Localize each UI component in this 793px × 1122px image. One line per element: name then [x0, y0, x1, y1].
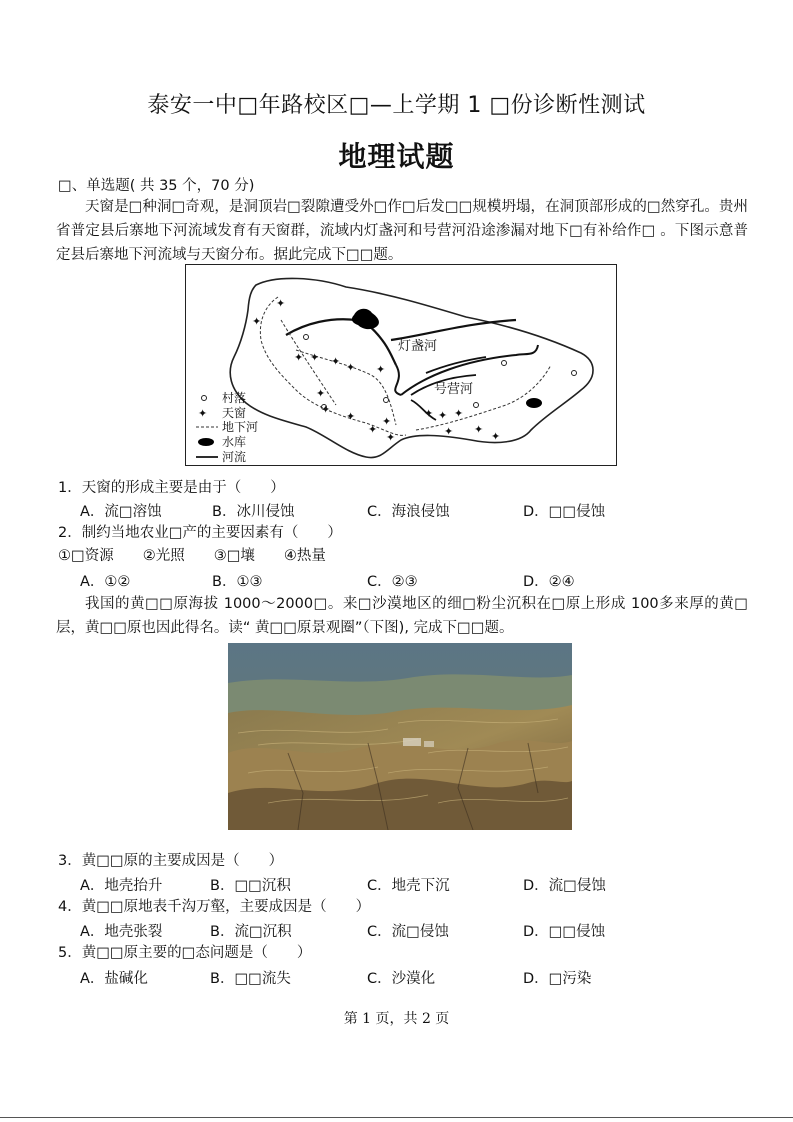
q5-option-c: C．沙漠化 — [367, 971, 436, 987]
passage-loess: 我国的黄□□原海拔 1000～2000□。来□沙漠地区的细□粉尘沉积在□原上形成 100多来厚的黄□层，黄□□原也因此得名。读“ 黄□□原景观圈”（下图), 完成下□□题。 — [56, 596, 748, 636]
river-line — [391, 320, 516, 340]
svg-text:✦: ✦ — [368, 423, 378, 436]
svg-text:✦: ✦ — [331, 355, 341, 368]
svg-text:✦: ✦ — [310, 351, 320, 364]
reservoir-shape — [352, 309, 379, 329]
page-subtitle: 地理试题 — [338, 140, 455, 173]
page-footer: 第 1 页，共 2 页 — [343, 1011, 450, 1027]
legend-river: 河流 — [222, 450, 247, 464]
q5-option-d: D．□污染 — [523, 971, 592, 987]
river-label-haoying: 号营河 — [434, 382, 474, 397]
q2-option-d: D．②④ — [523, 574, 575, 590]
page-title: 泰安一中□年路校区□—上学期 1 □份诊断性测试 — [147, 93, 646, 118]
svg-text:✦: ✦ — [294, 351, 304, 364]
svg-text:✦: ✦ — [346, 361, 356, 374]
legend-village: 村落 — [222, 391, 247, 405]
map-legend — [196, 390, 258, 464]
map-figure — [185, 264, 617, 466]
q5-option-b: B．□□流失 — [210, 971, 291, 987]
svg-text:✦: ✦ — [382, 415, 392, 428]
svg-text:✦: ✦ — [386, 431, 396, 444]
river-line — [286, 319, 356, 335]
q3-option-b: B．□□沉积 — [210, 878, 291, 894]
svg-text:✦: ✦ — [316, 387, 326, 400]
q2-option-b: B．①③ — [212, 574, 263, 590]
q4-option-c: C．流□侵蚀 — [367, 924, 449, 940]
svg-text:✦: ✦ — [424, 407, 434, 420]
passage-skylight: 天窗是□种洞□奇观，是洞顶岩□裂隙遭受外□作□后发□□规模坍塌，在洞顶部形成的□然穿孔。贵州省普定县后寨地下河流域发育有天窗群，流域内灯盏河和号营河沿途渗漏对地下□有补给作□ 。下图示意普定县后寨地下河流域与天窗分布。据此完成下□□题。 — [56, 199, 748, 263]
q3-option-d: D．流□侵蚀 — [523, 878, 606, 894]
section-heading: □、单选题( 共 35 个，70 分) — [58, 178, 255, 194]
svg-text:✦: ✦ — [474, 423, 484, 436]
q1-option-a: A．流□溶蚀 — [80, 504, 162, 520]
map-svg — [186, 265, 616, 465]
q3-option-c: C．地壳下沉 — [367, 878, 450, 894]
q2-items: ①□资源 ②光照 ③□壤 ④热量 — [58, 548, 326, 564]
q1-option-d: D．□□侵蚀 — [523, 504, 606, 520]
q4-option-a: A．地壳张裂 — [80, 924, 163, 940]
q4-option-d: D．□□侵蚀 — [523, 924, 606, 940]
svg-text:✦: ✦ — [376, 363, 386, 376]
loess-plateau-photo — [228, 643, 572, 830]
svg-text:✦: ✦ — [438, 409, 448, 422]
q4-stem: 4．黄□□原地表千沟万壑，主要成因是（ ） — [58, 899, 371, 915]
svg-text:✦: ✦ — [276, 297, 286, 310]
q1-stem: 1．天窗的形成主要是由于（ ） — [58, 480, 285, 496]
q1-option-c: C．海浪侵蚀 — [367, 504, 450, 520]
q2-stem: 2．制约当地农业□产的主要因素有（ ） — [58, 525, 342, 541]
svg-text:✦: ✦ — [321, 403, 331, 416]
svg-text:✦: ✦ — [491, 430, 501, 443]
river-line — [426, 357, 486, 373]
q1-option-b: B．冰川侵蚀 — [212, 504, 295, 520]
svg-text:✦: ✦ — [444, 425, 454, 438]
photo-svg — [228, 643, 572, 830]
legend-skylight: 天窗 — [222, 406, 247, 420]
svg-text:✦: ✦ — [252, 315, 262, 328]
q3-option-a: A．地壳抬升 — [80, 878, 163, 894]
q5-stem: 5．黄□□原主要的□态问题是（ ） — [58, 945, 312, 961]
q3-stem: 3．黄□□原的主要成因是（ ） — [58, 853, 284, 869]
q2-option-c: C．②③ — [367, 574, 418, 590]
bottom-divider — [0, 1117, 793, 1118]
svg-text:✦: ✦ — [198, 407, 208, 420]
svg-text:✦: ✦ — [346, 410, 356, 423]
underground-river — [281, 320, 336, 405]
legend-reservoir: 水库 — [222, 435, 247, 449]
svg-text:✦: ✦ — [454, 407, 464, 420]
river-label-dengzhan: 灯盏河 — [398, 339, 438, 354]
q4-option-b: B．流□沉积 — [210, 924, 292, 940]
river-line — [395, 365, 401, 395]
q2-option-a: A．①② — [80, 574, 131, 590]
legend-underground-river: 地下河 — [222, 420, 259, 434]
reservoir-shape — [526, 398, 542, 408]
q5-option-a: A．盐碱化 — [80, 971, 148, 987]
river-line — [366, 323, 396, 365]
